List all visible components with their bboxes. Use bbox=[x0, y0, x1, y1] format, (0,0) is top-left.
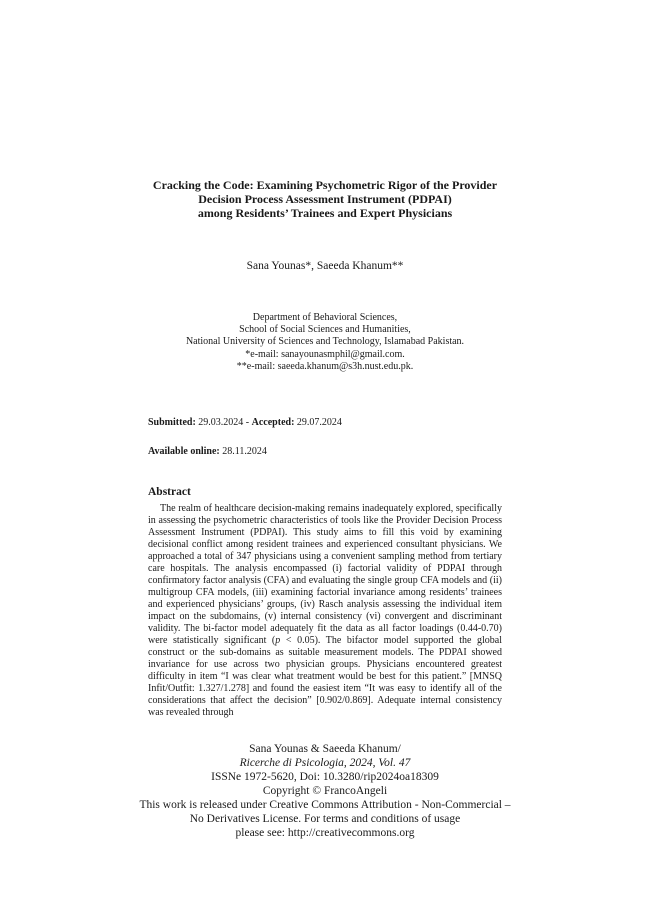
title-line-2: Decision Process Assessment Instrument (PDPAI) bbox=[198, 192, 452, 206]
issn-doi-line: ISSNe 1972-5620, Doi: 10.3280/rip2024oa18309 bbox=[211, 771, 439, 783]
abstract-text-part-2: < 0.05). The bifactor model supported the global construct or the sub-domains as suitable measurement models. The PDPAI showed invariance for use across two physician groups. Physicians encountered greatest difficulty in item “I was clear what treatment would be best for this patient.” [MNSQ Infit/Outfit: 1.327/1.278] and found the easiest item “It was easy to identify all of the considerations that affect the decision” [0.902/0.869]. Adequate internal consistency was revealed through bbox=[148, 635, 502, 718]
license-line-1: This work is released under Creative Commons Attribution - Non-Commercial – bbox=[139, 799, 511, 811]
affiliation-university: National University of Sciences and Technology, Islamabad Pakistan. bbox=[185, 336, 465, 348]
author-email-1: *e-mail: sanayounasmphil@gmail.com. bbox=[245, 348, 405, 360]
affiliation-school: School of Social Sciences and Humanities, bbox=[239, 324, 411, 336]
title-line-1: Cracking the Code: Examining Psychometric Rigor of the Provider bbox=[152, 178, 498, 192]
online-label: Available online: bbox=[148, 446, 220, 457]
accepted-label: Accepted: bbox=[251, 417, 295, 428]
page-footer bbox=[100, 742, 550, 840]
paper-title bbox=[100, 178, 550, 220]
online-date bbox=[148, 446, 267, 458]
title-line-3: among Residents’ Trainees and Expert Physicians bbox=[197, 206, 453, 220]
copyright-line: Copyright © FrancoAngeli bbox=[262, 785, 388, 797]
citation-line bbox=[100, 742, 550, 770]
accepted-date: 29.07.2024 bbox=[294, 417, 342, 428]
author-list: Sana Younas*, Saeeda Khanum** bbox=[246, 260, 404, 272]
affiliation-block bbox=[100, 312, 550, 373]
affiliation-department: Department of Behavioral Sciences, bbox=[252, 312, 398, 323]
online-date-value: 28.11.2024 bbox=[219, 446, 267, 457]
citation-authors: Sana Younas & Saeeda Khanum/ bbox=[249, 743, 401, 755]
submission-dates bbox=[148, 417, 342, 429]
submitted-label: Submitted: bbox=[148, 417, 196, 428]
author-email-2: **e-mail: saeeda.khanum@s3h.nust.edu.pk. bbox=[236, 360, 414, 372]
abstract-heading: Abstract bbox=[148, 486, 191, 498]
license-line-2: No Derivatives License. For terms and conditions of usage bbox=[189, 813, 461, 825]
abstract-body bbox=[148, 503, 502, 719]
abstract-text-part-1: The realm of healthcare decision-making remains inadequately explored, specifically in assessing the psychometric characteristics of tools like the Provider Decision Process Assessment Instrument (PDPAI). This study aims to fill this void by examining decisional conflict among resident trainees and experienced consultant physicians. We approached a total of 347 physicians using a convenient sampling method from tertiary care hospitals. The analysis encompassed (i) factorial validity of PDPAI through confirmatory factor analysis (CFA) and evaluating the single group CFA models and (ii) multigroup CFA models, (iii) examining factorial invariance among residents’ trainees and experienced physicians’ groups, (iv) Rasch analysis assessing the individual item impact on the subdomains, (v) internal consistency (vi) convergent and discriminant validity. The bi-factor model adequately fit the data as all factor loadings (0.44-0.70) were statistically significant ( bbox=[148, 503, 502, 646]
p-value-symbol: p bbox=[275, 635, 281, 646]
citation-journal: Ricerche di Psicologia, 2024, Vol. 47 bbox=[239, 757, 411, 769]
license-line-3: please see: http://creativecommons.org bbox=[235, 827, 415, 839]
submitted-date: 29.03.2024 - bbox=[195, 417, 252, 428]
